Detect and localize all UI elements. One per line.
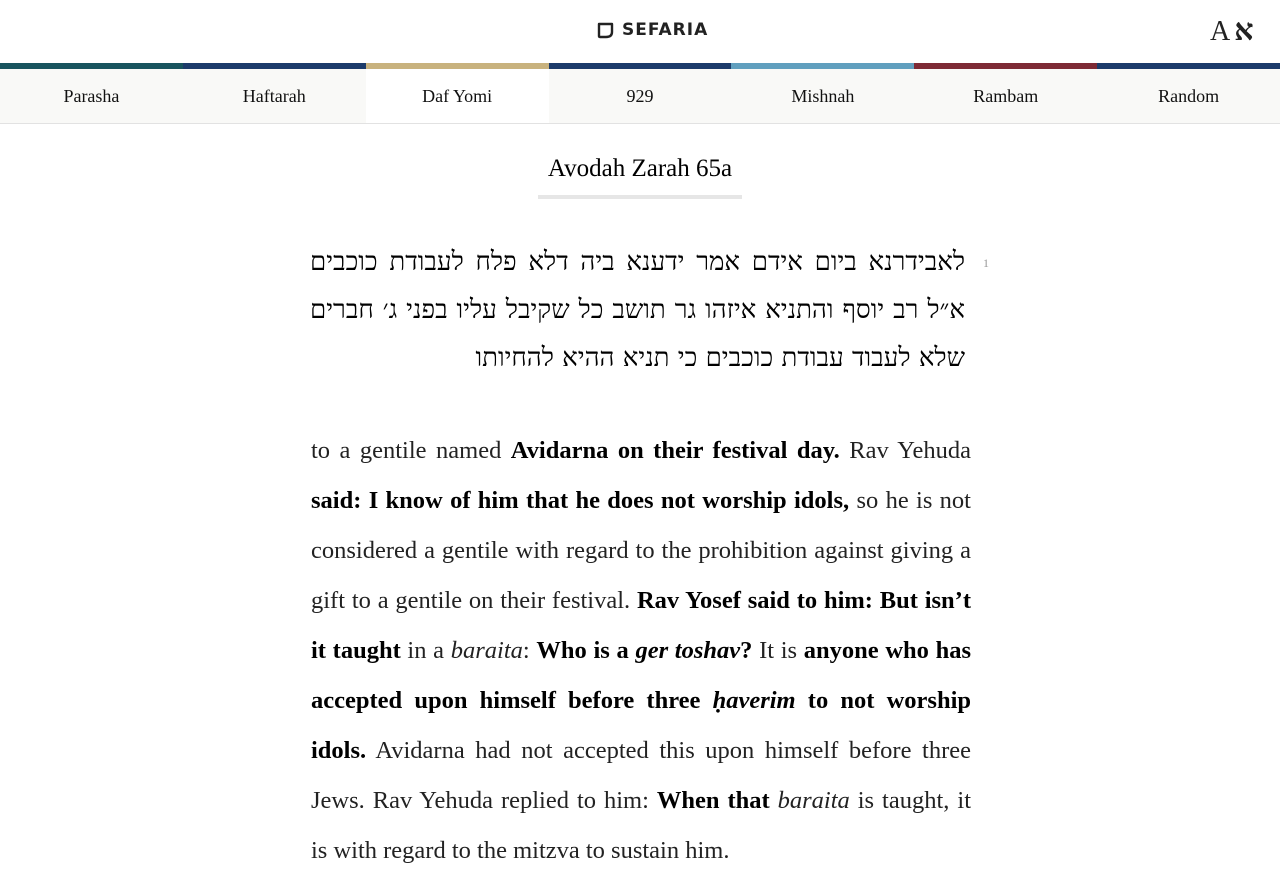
english-text-run: Rav Yehuda: [839, 437, 972, 464]
title-area: [0, 155, 1280, 199]
tab-mishnah[interactable]: Mishnah: [791, 85, 855, 106]
english-text-run: anyone who has accepted upon himself before three: [311, 637, 972, 714]
english-text-run: said: I know of him that he does not worship idols,: [311, 487, 850, 514]
english-language-option[interactable]: A: [1210, 16, 1231, 47]
page-title: Avodah Zarah 65a: [538, 155, 742, 199]
english-text-run: baraita: [450, 637, 523, 664]
english-text-run: is taught, it is with regard to the mitzva to sustain him.: [311, 787, 971, 864]
english-text-run: Who is a: [536, 637, 636, 664]
hebrew-language-option[interactable]: א: [1234, 14, 1254, 47]
english-text-run: in a: [400, 637, 451, 664]
english-text-run: to not worship idols.: [311, 687, 971, 764]
english-text-run: It is: [752, 637, 804, 664]
english-text-run: Avidarna on their festival day.: [510, 437, 840, 464]
tab-daf-yomi[interactable]: Daf Yomi: [366, 69, 549, 123]
topic-tabs: [0, 69, 1280, 124]
english-text-run: to a gentile named: [311, 437, 511, 464]
english-text-run: Rav Yosef said to him: But isn’t it taught: [311, 587, 971, 664]
sefaria-logo[interactable]: [596, 20, 708, 40]
tab-random[interactable]: Random: [1158, 85, 1220, 106]
tab-929[interactable]: 929: [626, 85, 654, 106]
english-text-run: so he is not considered a gentile with regard to the prohibition against giving a gift to a gentile on their festival.: [311, 487, 971, 614]
top-header: [0, 0, 1280, 63]
hebrew-text[interactable]: לאבידרנא ביום אידם אמר ידענא ביה דלא פלח לעבודת כוכבים א״ל רב יוסף והתניא איזהו גר תושב כל שקיבל עליו בפני ג׳ חברים שלא לעבוד עבודת כוכבים כי תניא ההיא להחיותו: [310, 247, 965, 373]
logo-text: SEFARIA: [622, 20, 709, 40]
tab-rambam[interactable]: Rambam: [973, 85, 1039, 106]
english-text-run: ?: [740, 637, 753, 664]
english-text-run: ḥaverim: [712, 687, 796, 714]
english-text[interactable]: [311, 426, 971, 876]
english-text-run: :: [522, 637, 537, 664]
tab-parasha[interactable]: Parasha: [63, 85, 120, 106]
english-text-run: Avidarna had not accepted this upon himself before three Jews. Rav Yehuda replied to him:: [311, 737, 971, 814]
tab-haftarah[interactable]: Haftarah: [242, 85, 306, 106]
english-text-run: When that: [656, 787, 770, 814]
language-toggle[interactable]: [1210, 14, 1254, 48]
english-text-run: ger toshav: [635, 637, 741, 664]
sefaria-samekh-icon: [596, 20, 616, 40]
english-text-run: baraita: [769, 787, 850, 814]
segment-number: 1: [983, 256, 989, 270]
